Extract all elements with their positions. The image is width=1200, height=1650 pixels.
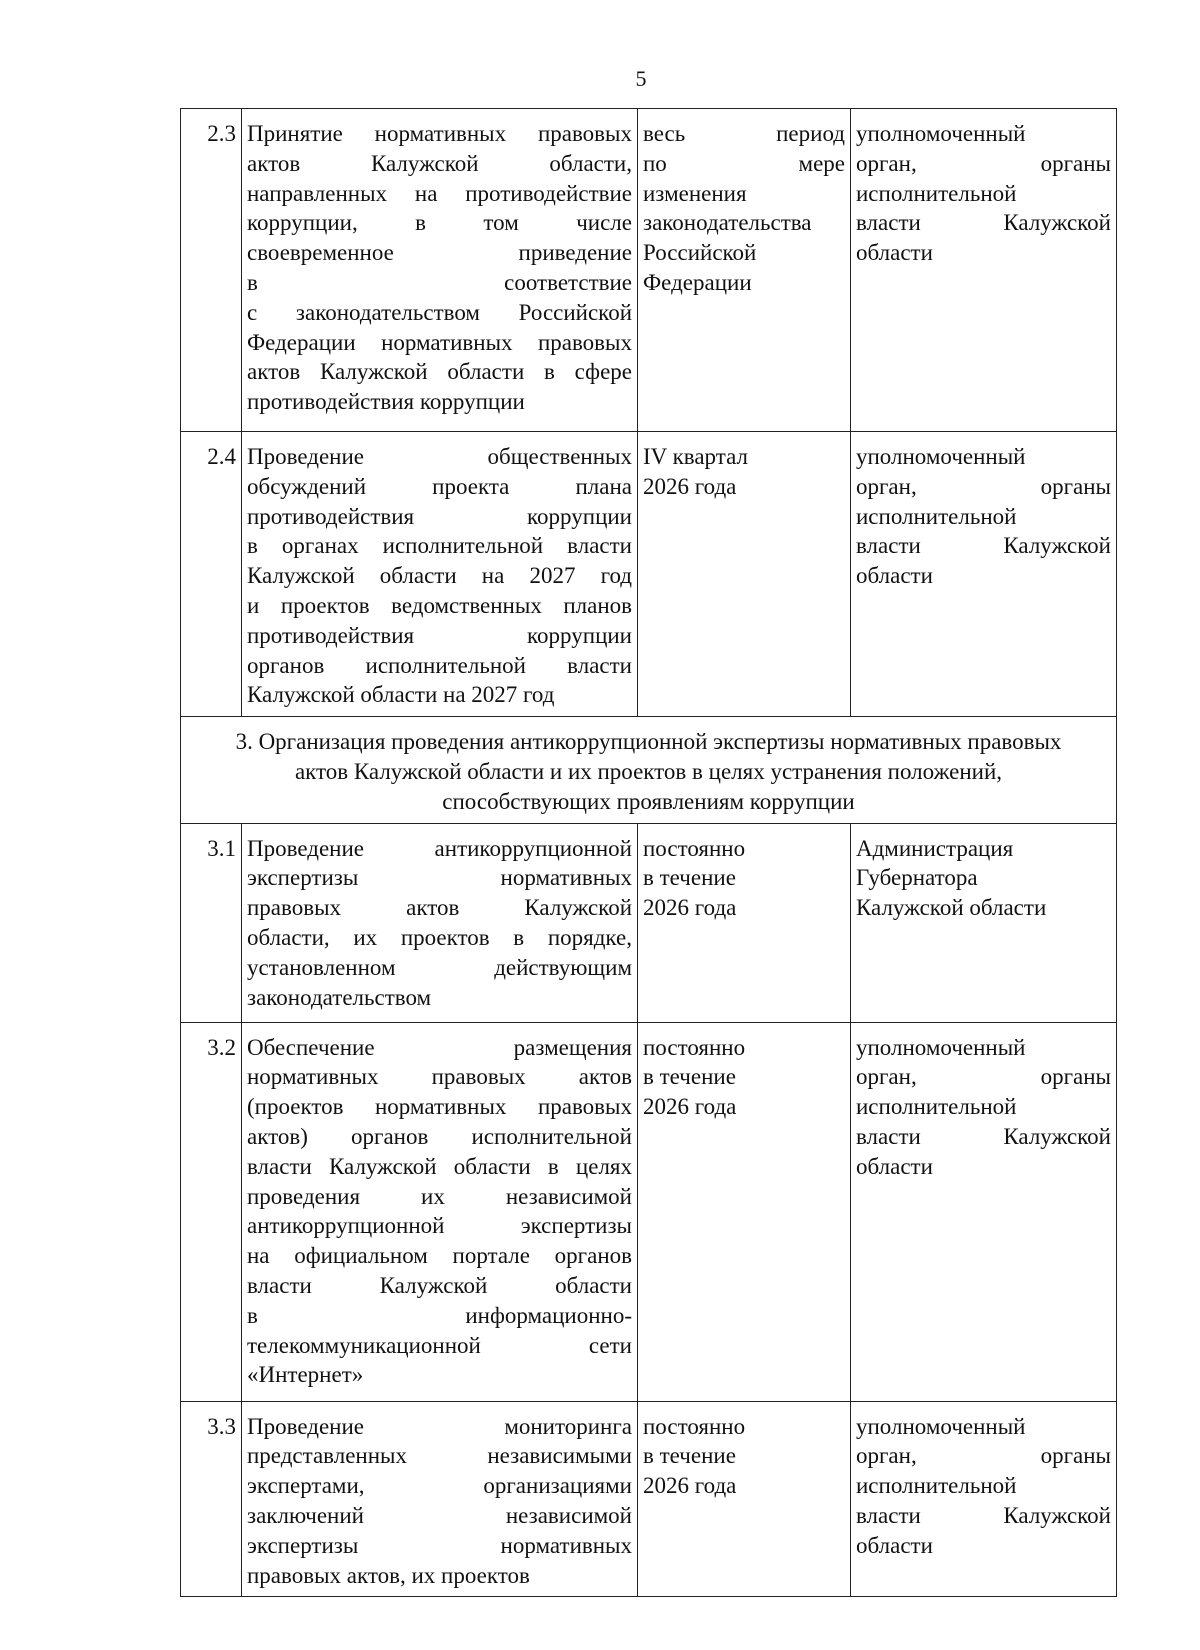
cell-text-line: уполномоченный [856, 1413, 1026, 1439]
term-cell [638, 1022, 851, 1401]
cell-text-line: «Интернет» [247, 1362, 364, 1388]
cell-text-line: Федерации [643, 269, 752, 295]
cell-text-line: области [856, 1532, 933, 1558]
cell-text-line: законодательства [643, 210, 812, 236]
cell-text-line: Калужской области [856, 895, 1047, 921]
cell-text-line: власти Калужской [856, 210, 1111, 236]
table-row-2-4 [181, 432, 1117, 717]
cell-text-line: изменения [643, 180, 747, 206]
cell-text-line: в информационно- [247, 1302, 632, 1328]
cell-text-line: постоянно [643, 835, 746, 861]
cell-text-line: уполномоченный [856, 121, 1026, 146]
cell-text-line: экспертами, организациями [247, 1473, 632, 1499]
item-number: 2.3 [181, 109, 242, 432]
action-cell [242, 432, 638, 717]
cell-text-line: 2026 года [643, 895, 737, 921]
cell-text-line: области, их проектов в порядке, [247, 924, 632, 950]
cell-text-line: орган, органы [856, 473, 1111, 499]
term-cell [638, 1401, 851, 1597]
cell-text-line: 2026 года [643, 473, 737, 499]
cell-text-line: представленных независимыми [247, 1443, 632, 1469]
cell-text-line: актов Калужской области, [247, 150, 632, 176]
table-row-3-1 [181, 823, 1117, 1022]
cell-text-line: телекоммуникационной сети [247, 1332, 632, 1358]
cell-text-line: Российской [643, 240, 757, 266]
anticorruption-plan-table [180, 108, 1117, 1597]
cell-text-line: установленном действующим [247, 954, 632, 980]
cell-text-line: 2026 года [643, 1094, 737, 1120]
cell-text-line: области [856, 1153, 933, 1179]
cell-text-line: в течение [643, 1064, 736, 1090]
cell-text-line: власти Калужской [856, 533, 1111, 559]
page-number: 5 [635, 66, 647, 91]
cell-text-line: области [856, 240, 933, 266]
item-number: 2.4 [181, 432, 242, 717]
section-heading-line: 3. Организация проведения антикоррупционной экспертизы нормативных правовых [235, 729, 1062, 755]
cell-text-line: власти Калужской области в целях [247, 1153, 632, 1179]
section-heading-line: актов Калужской области и их проектов в целях устранения положений, [294, 758, 1003, 784]
cell-text-line: коррупции, в том числе [247, 210, 632, 236]
cell-text-line: исполнительной [856, 1094, 1017, 1120]
responsible-cell [851, 1401, 1117, 1597]
cell-text-line: правовых актов Калужской [247, 895, 632, 921]
cell-text-line: власти Калужской области [247, 1272, 632, 1298]
cell-text-line: на официальном портале органов [247, 1243, 632, 1269]
cell-text-line: органов исполнительной власти [247, 652, 632, 678]
action-cell [242, 1022, 638, 1401]
action-cell [242, 1401, 638, 1597]
cell-text-line: власти Калужской [856, 1502, 1111, 1528]
cell-text-line: актов Калужской области в сфере [247, 359, 632, 385]
cell-text-line: противодействия коррупции [247, 622, 632, 648]
cell-text-line: направленных на противодействие [247, 180, 632, 206]
responsible-cell [851, 1022, 1117, 1401]
cell-text-line: в соответствие [247, 269, 632, 295]
cell-text-line: уполномоченный [856, 444, 1026, 469]
section-heading [181, 717, 1117, 823]
cell-text-line: 2026 года [643, 1473, 737, 1499]
cell-text-line: исполнительной [856, 503, 1017, 529]
cell-text-line: по мере [643, 150, 845, 176]
responsible-cell [851, 432, 1117, 717]
item-number: 3.2 [181, 1022, 242, 1401]
cell-text-line: и проектов ведомственных планов [247, 592, 632, 618]
responsible-cell [851, 823, 1117, 1022]
action-cell [242, 109, 638, 432]
cell-text-line: в течение [643, 1443, 736, 1469]
cell-text-line: весь период [643, 121, 845, 146]
cell-text-line: нормативных правовых актов [247, 1064, 632, 1090]
cell-text-line: орган, органы [856, 1064, 1111, 1090]
cell-text-line: постоянно [643, 1413, 746, 1439]
cell-text-line: Проведение общественных [247, 444, 632, 469]
cell-text-line: IV квартал [643, 444, 748, 469]
cell-text-line: власти Калужской [856, 1123, 1111, 1149]
cell-text-line: проведения их независимой [247, 1183, 632, 1209]
cell-text-line: с законодательством Российской [247, 299, 632, 325]
cell-text-line: Администрация [856, 835, 1014, 861]
cell-text-line: экспертизы нормативных [247, 865, 632, 891]
item-number: 3.3 [181, 1401, 242, 1597]
cell-text-line: области [856, 563, 933, 589]
cell-text-line: орган, органы [856, 1443, 1111, 1469]
term-cell [638, 823, 851, 1022]
cell-text-line: обсуждений проекта плана [247, 473, 632, 499]
cell-text-line: противодействия коррупции [247, 503, 632, 529]
term-cell [638, 432, 851, 717]
section-heading-line: способствующих проявлениям коррупции [442, 788, 855, 814]
cell-text-line: (проектов нормативных правовых [247, 1094, 632, 1120]
table-row-2-3 [181, 109, 1117, 432]
cell-text-line: Обеспечение размещения [247, 1034, 632, 1060]
cell-text-line: заключений независимой [247, 1502, 632, 1528]
table-row-3-3 [181, 1401, 1117, 1597]
cell-text-line: Проведение мониторинга [247, 1413, 632, 1439]
cell-text-line: исполнительной [856, 180, 1017, 206]
responsible-cell [851, 109, 1117, 432]
term-cell [638, 109, 851, 432]
cell-text-line: исполнительной [856, 1473, 1017, 1499]
section-heading-row [181, 717, 1117, 823]
cell-text-line: своевременное приведение [247, 240, 632, 266]
cell-text-line: орган, органы [856, 150, 1111, 176]
cell-text-line: законодательством [247, 984, 432, 1010]
action-cell [242, 823, 638, 1022]
cell-text-line: постоянно [643, 1034, 746, 1060]
cell-text-line: уполномоченный [856, 1034, 1026, 1060]
cell-text-line: противодействия коррупции [247, 389, 525, 415]
cell-text-line: антикоррупционной экспертизы [247, 1213, 632, 1239]
cell-text-line: Губернатора [856, 865, 978, 891]
cell-text-line: в течение [643, 865, 736, 891]
cell-text-line: в органах исполнительной власти [247, 533, 632, 559]
cell-text-line: Федерации нормативных правовых [247, 329, 632, 355]
cell-text-line: актов) органов исполнительной [247, 1123, 632, 1149]
item-number: 3.1 [181, 823, 242, 1022]
cell-text-line: Калужской области на 2027 год [247, 563, 632, 589]
cell-text-line: Принятие нормативных правовых [247, 121, 632, 146]
cell-text-line: правовых актов, их проектов [247, 1562, 530, 1588]
cell-text-line: Проведение антикоррупционной [247, 835, 632, 861]
cell-text-line: Калужской области на 2027 год [247, 682, 555, 708]
cell-text-line: экспертизы нормативных [247, 1532, 632, 1558]
table-row-3-2 [181, 1022, 1117, 1401]
